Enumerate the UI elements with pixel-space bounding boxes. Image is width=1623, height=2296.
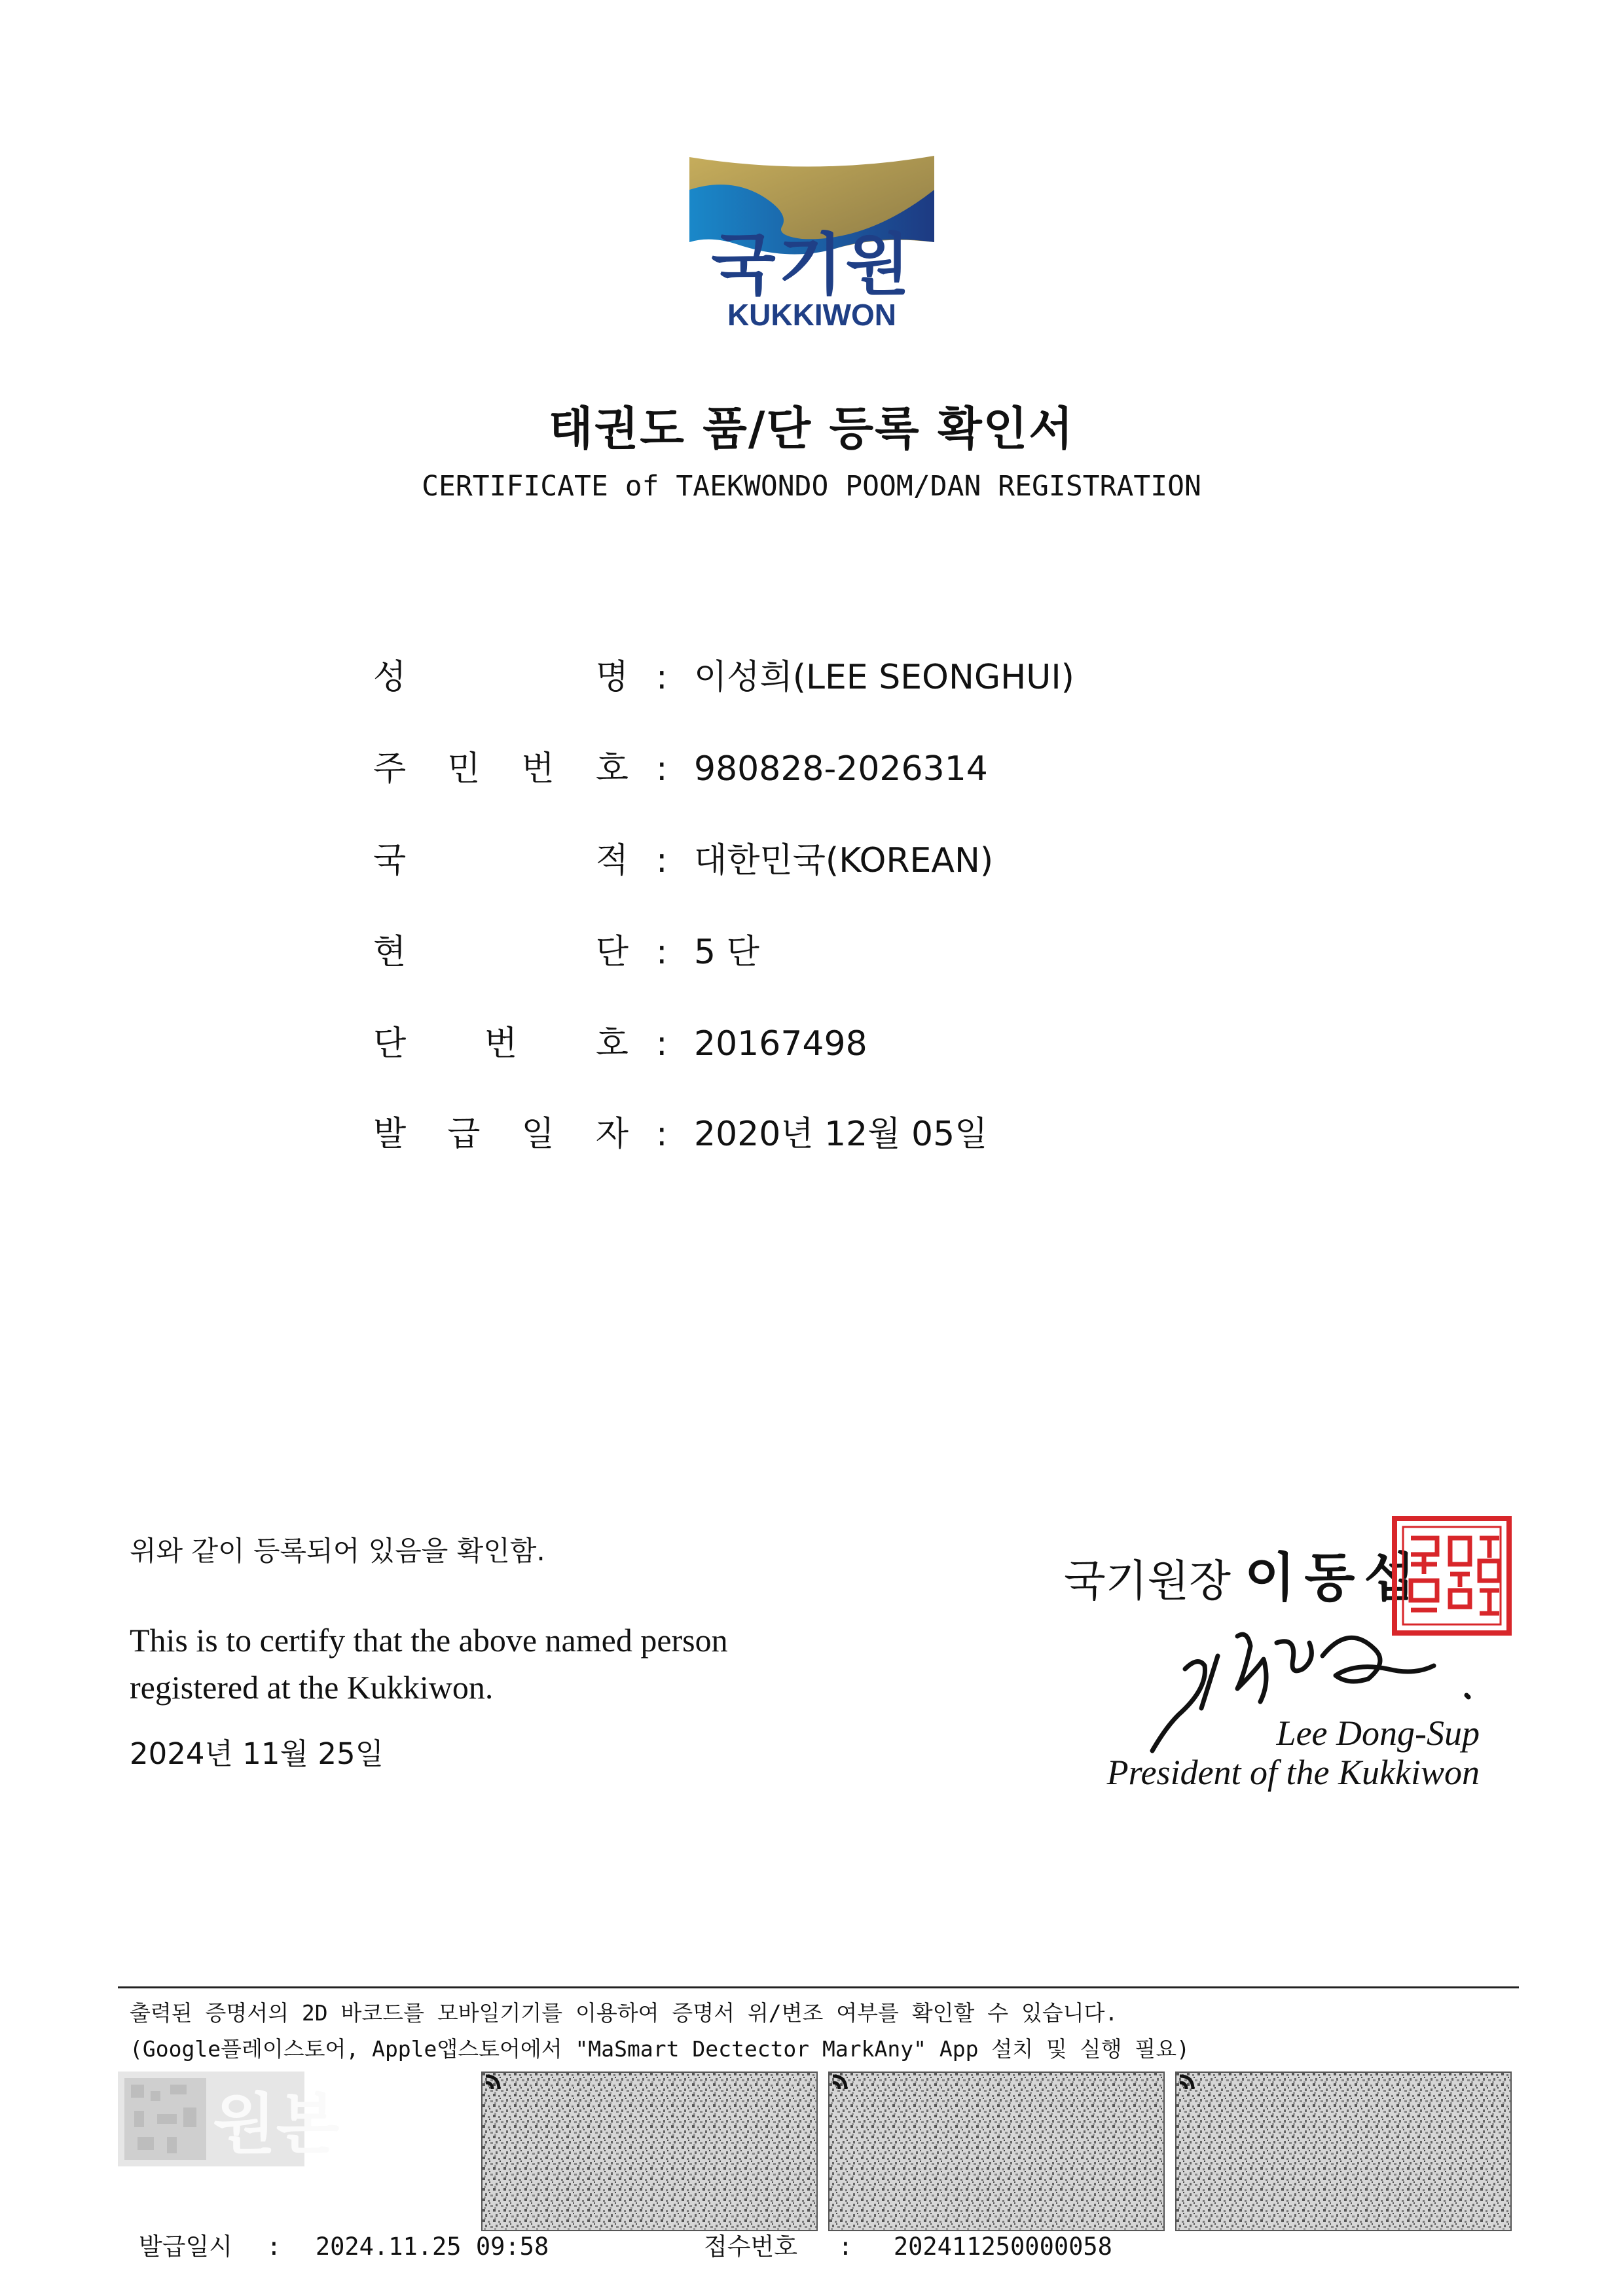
president-name-korean: 이동섭 [1245, 1547, 1424, 1608]
field-value-name: 이성희(LEE SEONGHUI) [694, 658, 1074, 697]
receipt-label: 접수번호 [704, 2233, 797, 2261]
verification-barcode-1 [481, 2072, 818, 2231]
certify-statement-english [130, 1617, 850, 1711]
barcode-pattern [483, 2073, 816, 2230]
field-label: 발 급 일 자 [373, 1115, 629, 1154]
barcode-notice-line-2: (Google플레이스토어, Apple앱스토어에서 "MaSmart Dectector MarkAny" App 설치 및 실행 필요) [130, 2036, 1190, 2062]
certify-english-line-1: This is to certify that the above named person [130, 1622, 728, 1659]
certify-date: 2024년 11월 25일 [130, 1736, 384, 1771]
certificate-title-english: CERTIFICATE of TAEKWONDO POOM/DAN REGISTRATION [422, 470, 1201, 503]
field-label: 현 단 [373, 933, 629, 972]
barcode-pattern [1176, 2073, 1510, 2230]
field-label: 성 명 [373, 658, 629, 697]
field-colon: : [656, 1024, 668, 1064]
barcode-notice-line-1: 출력된 증명서의 2D 바코드를 모바일기기를 이용하여 증명서 위/변조 여부를 확인할 수 있습니다. [130, 2000, 1118, 2026]
certify-english-line-2: registered at the Kukkiwon. [130, 1669, 494, 1706]
field-value-issue-date: 2020년 12월 05일 [694, 1115, 988, 1154]
logo-english-text: KUKKIWON [727, 298, 897, 332]
field-value-current-dan: 5 단 [694, 933, 759, 972]
footer-divider [118, 1986, 1519, 1988]
field-colon: : [656, 1115, 668, 1154]
president-title-english: President of the Kukkiwon [1106, 1753, 1480, 1792]
field-value-resident-number: 980828-2026314 [694, 749, 988, 789]
field-colon: : [656, 841, 668, 880]
certify-statement-korean: 위와 같이 등록되어 있음을 확인함. [130, 1535, 545, 1567]
field-label: 주 민 번 호 [373, 749, 629, 789]
receipt-number [704, 2229, 1112, 2265]
certificate-title-korean: 태권도 품/단 등록 확인서 [549, 402, 1074, 456]
receipt-value: 202411250000058 [893, 2233, 1112, 2261]
original-document-mark [118, 2072, 340, 2166]
receipt-colon: : [838, 2233, 853, 2261]
issued-value: 2024.11.25 09:58 [315, 2233, 549, 2261]
field-colon: : [656, 658, 668, 697]
issued-colon: : [266, 2233, 282, 2261]
field-value-nationality: 대한민국(KOREAN) [694, 841, 994, 880]
verification-barcode-2 [828, 2072, 1165, 2231]
field-colon: : [656, 749, 668, 789]
field-label: 국 적 [373, 841, 629, 880]
barcode-pattern [830, 2073, 1163, 2230]
issued-label: 발급일시 [139, 2233, 232, 2261]
president-title-label: 국기원장 [1064, 1556, 1231, 1606]
field-colon: : [656, 933, 668, 972]
original-mark-text: 원본 [213, 2086, 340, 2162]
verification-barcode-3 [1175, 2072, 1512, 2231]
field-value-dan-number: 20167498 [694, 1024, 867, 1064]
logo-korean-text: 국기원 [711, 226, 913, 304]
president-name-english: Lee Dong-Sup [1276, 1713, 1480, 1753]
field-label: 단 번 호 [373, 1024, 629, 1064]
issued-datetime [139, 2229, 549, 2265]
